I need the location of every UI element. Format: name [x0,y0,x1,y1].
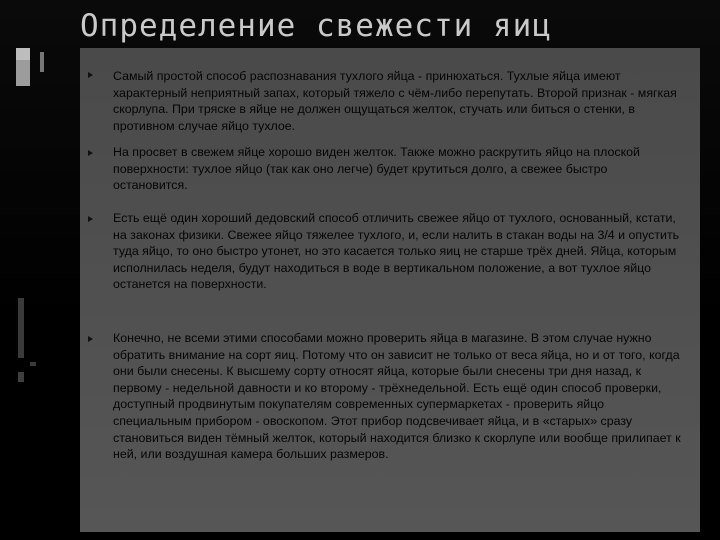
bullet-text: Есть ещё один хороший дедовский способ отличить свежее яйцо от тухлого, основанный, кстати, на законах физики. Свежее яйцо тяжелее тухлого, и, если налить в стакан воды на 3/4 и опустить туда яйцо, то оно быстро утонет, но это касается только яиц не старше трёх дней. Яйца, которым исполнилась неделя, будут находиться в воде в вертикальном положение, а вот тухлое яйцо останется на поверхности. [113,211,680,292]
bullet-text: Конечно, не всеми этими способами можно проверить яйца в магазине. В этом случае нужно обратить внимание на сорт яиц. Потому что он зависит не только от веса яйца, но и от того, когда они были снесены. К высшему сорту относят яйца, которые были снесены три дня назад, к первому - недельной давности и ко второму - трёхнедельной. Есть ещё один способ проверки, доступный продвинутым покупателям современных супермаркетах - проверить яйцо специальным прибором - овоскопом. Этот прибор подсвечивает яйца, и в «старых» сразу становиться виден тёмный желток, который находится близко к скорлупе или вообще прилипает к ней, или воздушная камера больших размеров. [113,331,681,462]
bullet-text: На просвет в свежем яйце хорошо виден желток. Также можно раскрутить яйцо на плоской поверхности: тухлое яйцо (так как оно легче) будет крутиться долго, а свежее быстро остановится. [113,145,640,193]
bullet-marker-icon [88,216,93,222]
bullet-text: Самый простой способ распознавания тухлого яйца - принюхаться. Тухлые яйца имеют характерный неприятный запах, который тяжело с чём-либо перепутать. Второй признак - мягкая скорлупа. При тряске в яйце не должен ощущаться желток, стучать или биться о стенки, в противном случае яйцо тухлое. [113,69,677,133]
decor-bar-dark-3 [30,362,36,366]
bullet-marker-icon [88,72,93,78]
decor-bar-dark-2 [18,372,24,382]
bullet-marker-icon [88,150,93,156]
decor-bar-dark-1 [18,298,24,358]
bullet-marker-icon [88,336,93,342]
decor-bar-mid [16,60,30,86]
decor-bar-thin [40,52,44,72]
content-panel [80,48,700,532]
slide-title: Определение свежести яиц [80,8,552,44]
